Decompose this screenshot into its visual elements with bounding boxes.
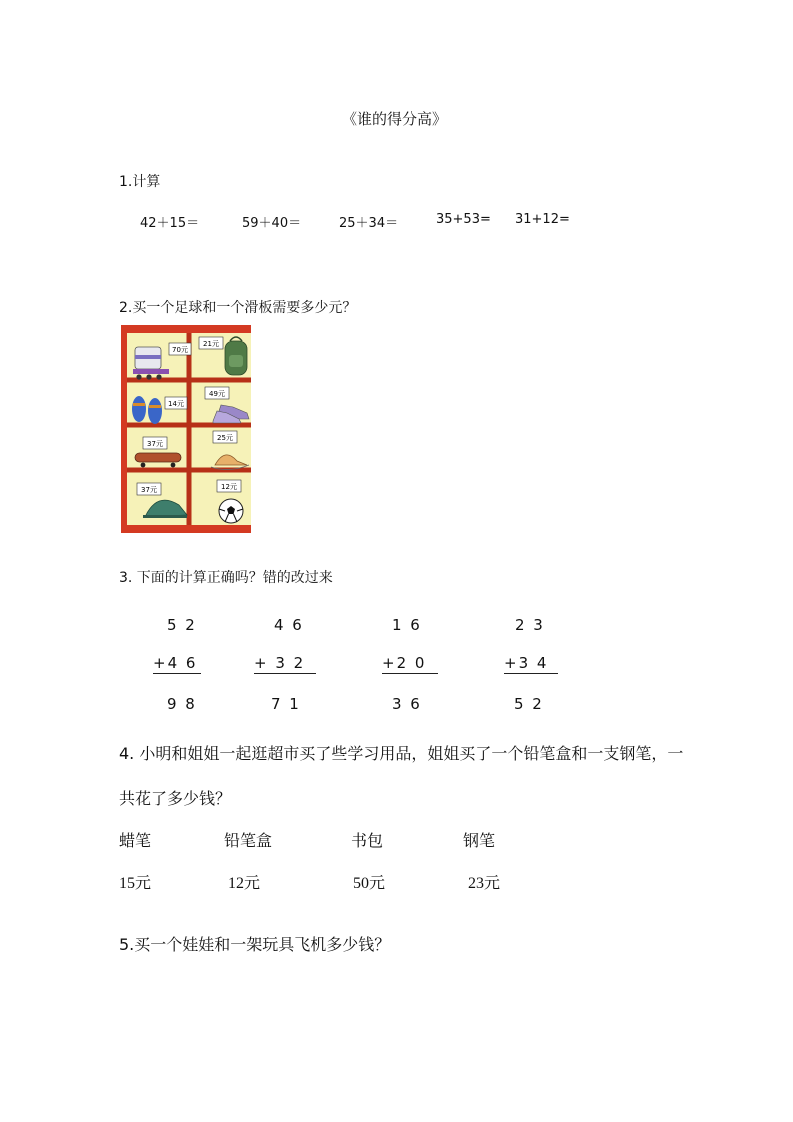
item-name: 书包 (351, 831, 384, 850)
price-tag (137, 483, 161, 495)
item-price: 23元 (468, 875, 501, 892)
svg-text:37元: 37元 (147, 440, 163, 448)
backpack-icon (225, 337, 247, 375)
svg-text:25元: 25元 (217, 434, 233, 442)
q4-line-2: 共花了多少钱？ (119, 789, 232, 808)
q3-result: 7 1 (271, 695, 301, 713)
price-tag (169, 343, 191, 355)
svg-text:70元: 70元 (172, 346, 188, 354)
page-title: 《谁的得分高》 (342, 110, 448, 128)
price-tag (199, 337, 223, 349)
item-name: 铅笔盒 (224, 831, 273, 850)
q1-item: 42＋15＝ (140, 216, 200, 231)
soccer-ball-icon (219, 499, 243, 523)
svg-text:12元: 12元 (221, 483, 237, 491)
q3-result: 3 6 (392, 695, 422, 713)
item-price: 50元 (353, 875, 386, 892)
q3-top: 5 2 (167, 616, 197, 634)
price-tag (213, 431, 237, 443)
q5-heading: 5.买一个娃娃和一架玩具飞机多少钱？ (119, 935, 391, 954)
svg-text:37元: 37元 (141, 486, 157, 494)
q3-addend: + 3 2 (254, 654, 316, 674)
item-name: 蜡笔 (119, 831, 152, 850)
item-price: 12元 (228, 875, 261, 892)
price-tag (217, 480, 241, 492)
item-name: 钢笔 (463, 831, 496, 850)
price-tag (205, 387, 229, 399)
q3-addend: +4 6 (153, 654, 201, 674)
q1-heading: 1.计算 (119, 174, 161, 190)
q1-item: 35+53= (436, 212, 491, 227)
q3-top: 2 3 (515, 616, 545, 634)
svg-text:21元: 21元 (203, 340, 219, 348)
q3-result: 5 2 (514, 695, 544, 713)
q1-item: 31+12= (515, 212, 570, 227)
svg-text:49元: 49元 (209, 390, 225, 398)
q1-item: 25＋34＝ (339, 216, 399, 231)
q1-item: 59＋40＝ (242, 216, 302, 231)
q3-addend: +3 4 (504, 654, 558, 674)
item-price: 15元 (119, 875, 152, 892)
q3-heading: 3. 下面的计算正确吗？错的改过来 (119, 570, 333, 586)
q3-top: 4 6 (274, 616, 304, 634)
q3-result: 9 8 (167, 695, 197, 713)
q3-top: 1 6 (392, 616, 422, 634)
price-tag (165, 397, 187, 409)
svg-text:14元: 14元 (168, 400, 184, 408)
q4-line-1: 4. 小明和姐姐一起逛超市买了些学习用品，姐姐买了一个铅笔盒和一支钢笔，一 (119, 744, 684, 763)
shop-shelf-illustration (121, 325, 251, 533)
q2-heading: 2.买一个足球和一个滑板需要多少元？ (119, 300, 357, 316)
q3-addend: +2 0 (382, 654, 438, 674)
price-tag (143, 437, 167, 449)
